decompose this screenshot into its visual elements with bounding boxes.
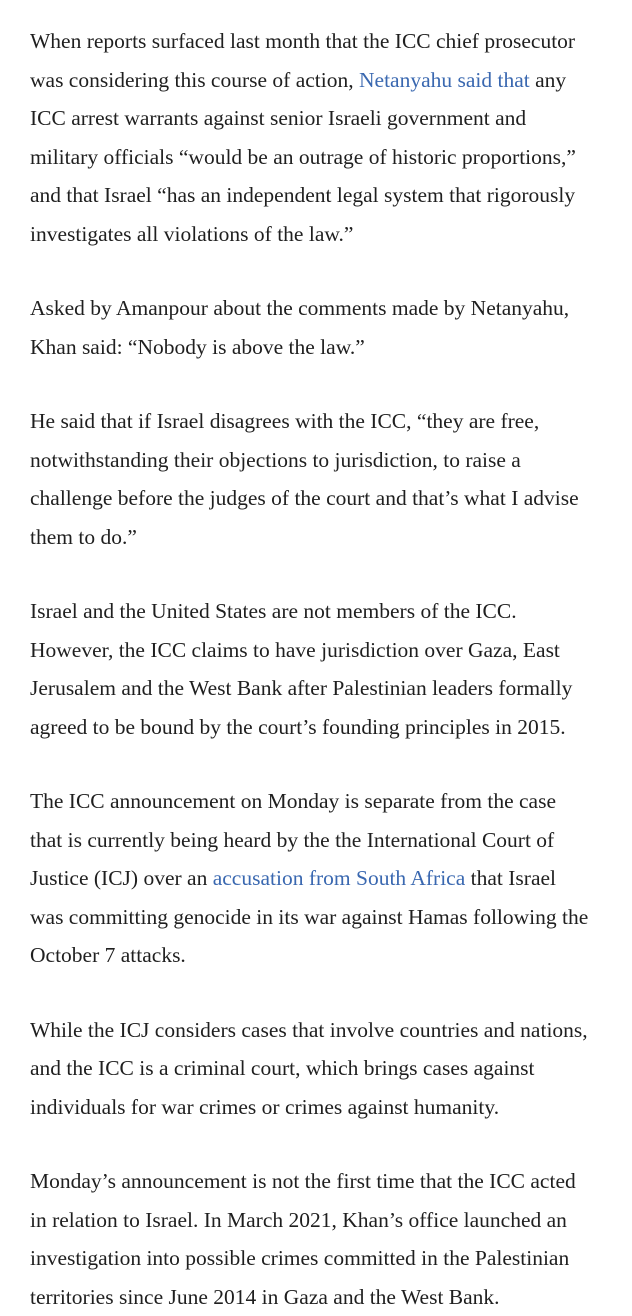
paragraph-icj-vs-icc: [30, 1011, 618, 1127]
text-line: Jerusalem and the West Bank after Palestinian leaders formally: [30, 669, 618, 708]
text-line: October 7 attacks.: [30, 936, 618, 975]
text-line: Khan said: “Nobody is above the law.”: [30, 328, 618, 367]
text-line: ICC arrest warrants against senior Israeli government and: [30, 99, 618, 138]
text-line: [30, 61, 618, 100]
text-line: agreed to be bound by the court’s founding principles in 2015.: [30, 708, 618, 747]
text-line: [30, 859, 618, 898]
text-line: them to do.”: [30, 518, 618, 557]
text-line: Israel and the United States are not members of the ICC.: [30, 592, 618, 631]
paragraph-challenge-advice: [30, 402, 618, 556]
text-line: Monday’s announcement is not the first time that the ICC acted: [30, 1162, 618, 1201]
text-line: investigation into possible crimes committed in the Palestinian: [30, 1239, 618, 1278]
accusation-from-south-africa-link[interactable]: accusation from South Africa: [213, 866, 466, 890]
text-line: He said that if Israel disagrees with the ICC, “they are free,: [30, 402, 618, 441]
text-segment: was considering this course of action,: [30, 68, 359, 92]
text-line: that is currently being heard by the the International Court of: [30, 821, 618, 860]
paragraph-netanyahu-reaction: [30, 22, 618, 253]
text-line: When reports surfaced last month that the ICC chief prosecutor: [30, 22, 618, 61]
text-line: The ICC announcement on Monday is separate from the case: [30, 782, 618, 821]
paragraph-khan-response: [30, 289, 618, 366]
text-line: challenge before the judges of the court and that’s what I advise: [30, 479, 618, 518]
text-line: Asked by Amanpour about the comments made by Netanyahu,: [30, 289, 618, 328]
text-line: However, the ICC claims to have jurisdiction over Gaza, East: [30, 631, 618, 670]
text-segment: that Israel: [465, 866, 556, 890]
text-line: territories since June 2014 in Gaza and the West Bank.: [30, 1278, 618, 1316]
text-line: While the ICJ considers cases that involve countries and nations,: [30, 1011, 618, 1050]
text-line: notwithstanding their objections to jurisdiction, to raise a: [30, 441, 618, 480]
text-line: individuals for war crimes or crimes against humanity.: [30, 1088, 618, 1127]
paragraph-icj-case: [30, 782, 618, 975]
text-line: in relation to Israel. In March 2021, Khan’s office launched an: [30, 1201, 618, 1240]
paragraph-prior-investigation: [30, 1162, 618, 1316]
text-line: and that Israel “has an independent legal system that rigorously: [30, 176, 618, 215]
paragraph-jurisdiction: [30, 592, 618, 746]
text-line: investigates all violations of the law.”: [30, 215, 618, 254]
text-line: military officials “would be an outrage of historic proportions,”: [30, 138, 618, 177]
text-line: and the ICC is a criminal court, which brings cases against: [30, 1049, 618, 1088]
text-segment: any: [530, 68, 566, 92]
text-line: was committing genocide in its war against Hamas following the: [30, 898, 618, 937]
netanyahu-said-that-link[interactable]: Netanyahu said that: [359, 68, 530, 92]
text-segment: Justice (ICJ) over an: [30, 866, 213, 890]
